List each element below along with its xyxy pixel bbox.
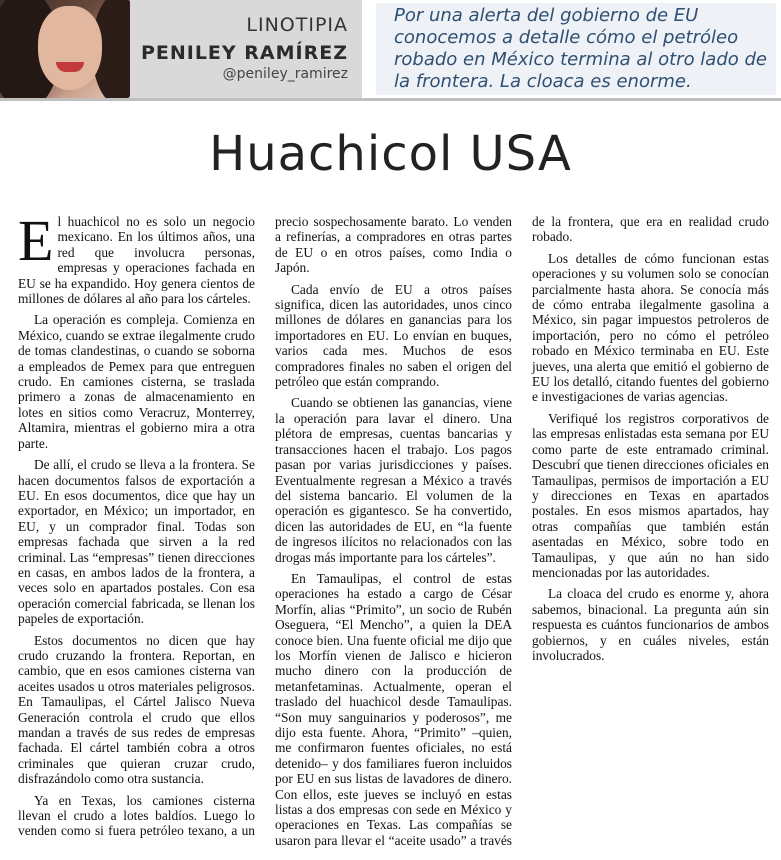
lead-text: l huachicol no es solo un negocio mexicano. En los últimos años, una red que involucra personas, empresas y operaciones fachada en EU se ha expandido. Hoy genera cientos de millones de dólares al año para los cárteles.: [18, 214, 255, 307]
paragraph: De allí, el crudo se lleva a la frontera. Se hacen documentos falsos de exportación a EU. En esos documentos, dice que hay un exportador, en México; un importador, en EU, y un comprador final. Todas son empresas fachada que sirven a la red criminal. Las “empresas” tienen direcciones en casas, en ambos lados de la frontera, a veces solo en apartados postales. Con esa operación comercial fabricada, se llenan los papeles de exportación.: [18, 457, 255, 627]
drop-cap: E: [18, 214, 54, 273]
paragraph: Ya en Texas, los camiones cisterna llevan el crudo a lotes baldíos. Luego lo venden como si fuera petróleo texano, a un precio sospechosamente barato. Lo venden a refinerías, a compradores en otras partes de EU o en otros países, como India o Japón.: [18, 214, 512, 839]
column-header: [0, 0, 781, 98]
byline-box: [130, 0, 362, 98]
author-photo-face: [38, 6, 102, 90]
paragraph: Cuando se obtienen las ganancias, viene la operación para lavar el dinero. Una plétora de empresas, cuentas bancarias y transacciones hacen el trabajo. Los pagos pasan por varias jurisdicciones y países. Eventualmente regresan a México a través del sistema bancario. El volumen de la operación es gigantesco. Se ha convertido, dicen las autoridades de EU, en “la fuente de ingresos ilícitos no relacionados con las drogas más importante para los cárteles”.: [275, 395, 512, 565]
paragraph: En Tamaulipas, el control de estas operaciones ha estado a cargo de César Morfín, alias “Primito”, un socio de Rubén Oseguera, “El Mencho”, a quien la DEA conoce bien. Una fuente oficial me dijo que los Morfín vienen de Jalisco e hicieron mucho dinero con la producción de metanfetaminas. Actualmente, operan el traslado del huachicol desde Tamaulipas. “Son muy sanguinarios y poderosos”, me dijo esta fuente. Ahora, “Primito” –quien, me confirmaron fuentes oficiales, no está detenido– y dos familiares fueron incluidos por EU en sus listas de lavadores de dinero. Con ellos, este jueves se incluyó en estas listas a dos empresas con sede en México y operaciones en Texas. Las compañías se usaron para llevar el “aceite usado” a través de la frontera, que era en realidad crudo robado.: [275, 214, 769, 848]
author-handle: @peniley_ramirez: [222, 66, 348, 82]
article-title: Huachicol USA: [209, 126, 572, 182]
paragraph: La operación es compleja. Comienza en México, cuando se extrae ilegalmente crudo de tomas clandestinas, o cuando se soborna a empleados de Pemex para que entreguen crudo. En camiones cisterna, se traslada primero a zonas de almacenamiento en lotes en sitios como Veracruz, Monterrey, Altamira, mientras el gobierno mira a otra parte.: [18, 312, 255, 451]
article-body: [18, 214, 769, 854]
author-photo: [0, 0, 130, 98]
header-divider: [0, 98, 781, 101]
author-name: PENILEY RAMÍREZ: [140, 42, 348, 64]
column-section-name: LINOTIPIA: [246, 14, 348, 36]
paragraph: Estos documentos no dicen que hay crudo cruzando la frontera. Reportan, en cambio, que en esos camiones cisterna van aceites usados u otros materiales peligrosos. En Tamaulipas, el Cártel Jalisco Nueva Generación controla el crudo que ellos mandan a través de sus redes de empresas fachada. El cártel también cobra a otros criminales que quieran cruzar crudo, disfrazándolo como otra sustancia.: [18, 632, 255, 787]
paragraph: La cloaca del crudo es enorme y, ahora sabemos, binacional. La pregunta aún sin respuesta es cuántos funcionarios de ambos gobiernos, y en cuáles niveles, están involucrados.: [532, 586, 769, 663]
article-deck: Por una alerta del gobierno de EU conocemos a detalle cómo el petróleo robado en México termina al otro lado de la frontera. La cloaca es enorme.: [376, 3, 776, 95]
lead-paragraph: [18, 214, 255, 306]
paragraph: Cada envío de EU a otros países significa, dicen las autoridades, unos cinco millones de dólares en ganancias para los importadores en EU. Lo envían en buques, varios cada mes. Muchos de esos compradores finales no saben el origen del petróleo que están comprando.: [275, 281, 512, 390]
paragraph: Los detalles de cómo funcionan estas operaciones y su volumen solo se conocían parcialmente hasta ahora. Se conocía más de cómo entraba ilegalmente gasolina a México, sin pagar impuestos petroleros de importación, pero no cómo el petróleo robado en México terminaba en EU. Este jueves, una alerta que emitió el gobierno de EU los detalló, citando fuentes del gobierno e investigaciones de varias agencias.: [532, 250, 769, 405]
paragraph: Verifiqué los registros corporativos de las empresas enlistadas esta semana por EU como parte de este entramado criminal. Descubrí que tienen direcciones oficiales en Tamaulipas, permisos de importación a EU y direcciones en Texas en apartados postales. En esos mismos apartados, hay otras compañías que también están asentadas en México, sobre todo en Tamaulipas, y que aún no han sido mencionadas por las autoridades.: [532, 410, 769, 580]
